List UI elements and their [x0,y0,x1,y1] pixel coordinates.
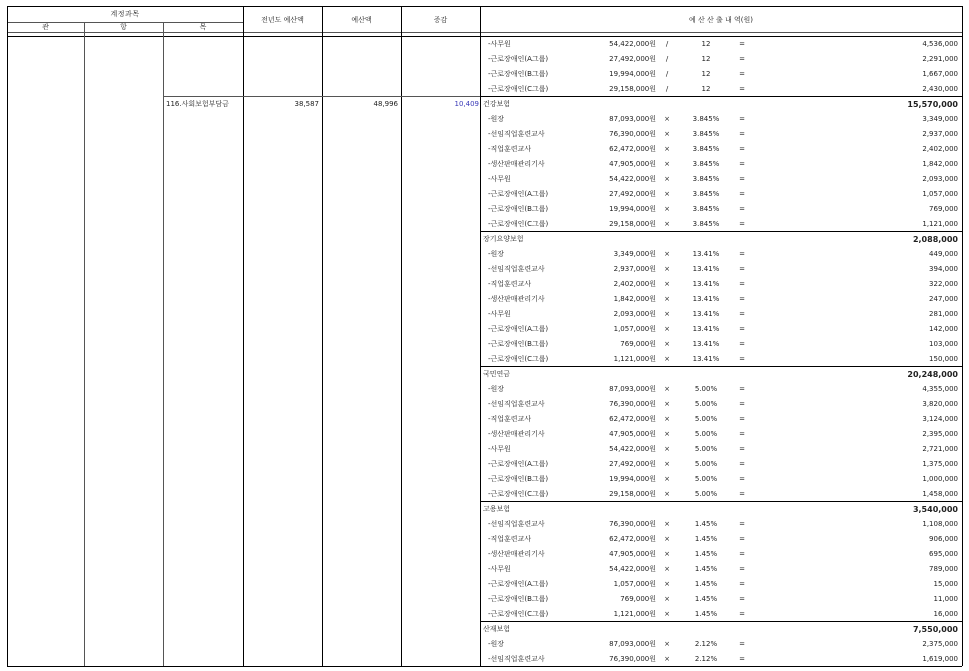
row-operator: / [665,55,669,63]
detail-row [482,352,962,367]
row-operator: × [664,655,670,663]
row-result: 3,349,000 [922,115,958,123]
section-header [482,502,962,517]
row-result: 16,000 [933,610,958,618]
row-equals: = [739,130,745,138]
detail-row [482,487,962,502]
row-label: -선임직업훈련교사 [488,520,545,528]
detail-row [482,262,962,277]
row-operator: × [664,325,670,333]
row-result: 2,395,000 [922,430,958,438]
row-factor: 2.12% [694,640,718,648]
row-operator: × [664,385,670,393]
header-detail: 예 산 산 출 내 역(원) [689,16,753,24]
header-prev-budget: 전년도 예산액 [261,16,304,24]
row-result: 2,375,000 [922,640,958,648]
row-amount: 27,492,000원 [609,460,656,468]
row-factor: 5.00% [694,460,718,468]
row-equals: = [739,265,745,273]
row-equals: = [739,85,745,93]
section-divider [480,621,962,622]
section-header [482,367,962,382]
section-divider [480,501,962,502]
row-equals: = [739,340,745,348]
row-operator: × [664,475,670,483]
row-operator: × [664,190,670,198]
row-result: 1,842,000 [922,160,958,168]
row-operator: × [664,295,670,303]
row-factor: 1.45% [694,520,718,528]
row-equals: = [739,115,745,123]
detail-row [482,607,962,622]
row-amount: 47,905,000원 [609,550,656,558]
detail-row [482,652,962,667]
row-label: -근로장애인(B그룹) [488,595,549,603]
row-amount: 1,057,000원 [613,580,656,588]
section-total: 15,570,000 [907,100,958,109]
row-result: 769,000 [929,205,958,213]
row-equals: = [739,385,745,393]
row-equals: = [739,55,745,63]
row-factor: 1.45% [694,550,718,558]
row-label: -근로장애인(A그룹) [488,460,549,468]
row-equals: = [739,295,745,303]
detail-row [482,577,962,592]
row-label: -직업훈련교사 [488,280,532,288]
row-factor: 3.845% [692,205,720,213]
row-factor: 1.45% [694,610,718,618]
row-equals: = [739,445,745,453]
row-operator: × [664,460,670,468]
row-factor: 3.845% [692,220,720,228]
row-amount: 1,842,000원 [613,295,656,303]
row-amount: 29,158,000원 [609,220,656,228]
row-amount: 76,390,000원 [609,655,656,663]
detail-row [482,412,962,427]
row-equals: = [739,475,745,483]
row-label: -근로장애인(C그룹) [488,610,549,618]
row-label: -원장 [488,250,505,258]
row-label: -생산판매관리기사 [488,160,545,168]
row-operator: × [664,355,670,363]
row-amount: 1,121,000원 [613,610,656,618]
row-amount: 19,994,000원 [609,70,656,78]
row-result: 281,000 [929,310,958,318]
row-operator: × [664,310,670,318]
row-label: -사무원 [488,310,511,318]
detail-row [482,247,962,262]
row-operator: × [664,415,670,423]
row-result: 3,820,000 [922,400,958,408]
row-operator: × [664,550,670,558]
row-result: 2,721,000 [922,445,958,453]
row-operator: × [664,205,670,213]
row-result: 247,000 [929,295,958,303]
row-result: 103,000 [929,340,958,348]
row-amount: 2,093,000원 [613,310,656,318]
row-equals: = [739,490,745,498]
row-label: -생산판매관리기사 [488,295,545,303]
row-label: -선임직업훈련교사 [488,265,545,273]
row-equals: = [739,400,745,408]
detail-row [482,127,962,142]
row-amount: 87,093,000원 [609,385,656,393]
row-factor: 1.45% [694,535,718,543]
row-amount: 1,121,000원 [613,355,656,363]
prev-budget-value: 38,587 [294,100,319,108]
row-label: -근로장애인(C그룹) [488,490,549,498]
row-operator: / [665,85,669,93]
row-amount: 29,158,000원 [609,85,656,93]
row-operator: × [664,160,670,168]
section-title: 국민연금 [483,370,511,378]
section-divider [480,366,962,367]
section-divider [480,96,962,97]
row-equals: = [739,190,745,198]
row-equals: = [739,220,745,228]
row-amount: 2,937,000원 [613,265,656,273]
row-amount: 27,492,000원 [609,190,656,198]
detail-row [482,187,962,202]
detail-row [482,157,962,172]
row-equals: = [739,40,745,48]
detail-row [482,172,962,187]
row-operator: × [664,535,670,543]
row-label: -근로장애인(A그룹) [488,325,549,333]
row-factor: 3.845% [692,190,720,198]
row-label: -근로장애인(C그룹) [488,85,549,93]
row-result: 322,000 [929,280,958,288]
row-operator: × [664,520,670,528]
row-amount: 54,422,000원 [609,445,656,453]
detail-row [482,547,962,562]
row-factor: 5.00% [694,400,718,408]
row-factor: 3.845% [692,160,720,168]
row-amount: 54,422,000원 [609,565,656,573]
row-label: -생산판매관리기사 [488,430,545,438]
header-account-group: 계정과목 [110,10,140,18]
row-operator: / [665,40,669,48]
row-factor: 13.41% [692,295,720,303]
row-equals: = [739,310,745,318]
row-label: -근로장애인(B그룹) [488,340,549,348]
row-equals: = [739,550,745,558]
header-budget: 예산액 [351,16,372,24]
header-mok: 목 [199,23,207,31]
detail-row [482,217,962,232]
row-result: 1,057,000 [922,190,958,198]
row-result: 3,124,000 [922,415,958,423]
row-label: -직업훈련교사 [488,415,532,423]
row-operator: × [664,130,670,138]
detail-row [482,322,962,337]
row-operator: × [664,595,670,603]
row-equals: = [739,280,745,288]
row-result: 11,000 [933,595,958,603]
row-amount: 87,093,000원 [609,115,656,123]
row-result: 15,000 [933,580,958,588]
detail-row [482,82,962,97]
row-factor: 12 [701,85,711,93]
detail-row [482,292,962,307]
row-equals: = [739,640,745,648]
section-total: 20,248,000 [907,370,958,379]
row-label: -원장 [488,385,505,393]
section-total: 3,540,000 [912,505,958,514]
header-gwan: 관 [42,23,49,31]
row-result: 394,000 [929,265,958,273]
row-result: 2,402,000 [922,145,958,153]
row-equals: = [739,520,745,528]
row-operator: × [664,250,670,258]
row-label: -근로장애인(A그룹) [488,190,549,198]
row-equals: = [739,145,745,153]
row-equals: = [739,595,745,603]
row-label: -직업훈련교사 [488,145,532,153]
row-label: -직업훈련교사 [488,535,532,543]
row-factor: 3.845% [692,115,720,123]
row-factor: 5.00% [694,385,718,393]
row-factor: 3.845% [692,130,720,138]
section-total: 7,550,000 [912,625,958,634]
row-equals: = [739,325,745,333]
row-factor: 3.845% [692,175,720,183]
detail-row [482,307,962,322]
row-factor: 5.00% [694,430,718,438]
row-result: 4,355,000 [922,385,958,393]
row-label: -근로장애인(B그룹) [488,70,549,78]
row-operator: × [664,400,670,408]
row-operator: × [664,145,670,153]
row-result: 449,000 [929,250,958,258]
row-label: -사무원 [488,40,511,48]
row-label: -근로장애인(A그룹) [488,55,549,63]
detail-row [482,517,962,532]
row-amount: 29,158,000원 [609,490,656,498]
row-label: -사무원 [488,175,511,183]
detail-row [482,532,962,547]
row-amount: 76,390,000원 [609,400,656,408]
row-operator: × [664,490,670,498]
row-result: 1,375,000 [922,460,958,468]
row-result: 1,458,000 [922,490,958,498]
row-factor: 13.41% [692,340,720,348]
section-total: 2,088,000 [912,235,958,244]
row-factor: 1.45% [694,580,718,588]
row-equals: = [739,250,745,258]
row-amount: 87,093,000원 [609,640,656,648]
row-equals: = [739,580,745,588]
row-factor: 12 [701,70,711,78]
detail-row [482,202,962,217]
row-result: 4,536,000 [922,40,958,48]
section-title: 건강보험 [483,100,511,108]
detail-row [482,397,962,412]
row-operator: × [664,340,670,348]
row-equals: = [739,565,745,573]
row-result: 2,093,000 [922,175,958,183]
row-equals: = [739,430,745,438]
row-factor: 13.41% [692,355,720,363]
section-header [482,232,962,247]
row-amount: 2,402,000원 [613,280,656,288]
detail-row [482,277,962,292]
row-operator: / [665,70,669,78]
row-amount: 76,390,000원 [609,130,656,138]
row-operator: × [664,445,670,453]
detail-row [482,337,962,352]
row-equals: = [739,610,745,618]
detail-row [482,472,962,487]
row-operator: × [664,580,670,588]
row-factor: 5.00% [694,490,718,498]
row-label: -선임직업훈련교사 [488,655,545,663]
row-label: -선임직업훈련교사 [488,400,545,408]
row-label: -근로장애인(B그룹) [488,205,549,213]
row-factor: 12 [701,55,711,63]
section-divider [480,231,962,232]
section-title: 산재보험 [483,625,511,633]
row-result: 2,937,000 [922,130,958,138]
row-amount: 62,472,000원 [609,415,656,423]
row-operator: × [664,565,670,573]
row-factor: 5.00% [694,475,718,483]
row-operator: × [664,430,670,438]
row-result: 1,619,000 [922,655,958,663]
row-factor: 13.41% [692,265,720,273]
row-label: -사무원 [488,445,511,453]
row-label: -근로장애인(C그룹) [488,355,549,363]
row-operator: × [664,280,670,288]
detail-row [482,562,962,577]
detail-row [482,427,962,442]
detail-row [482,52,962,67]
section-header [482,622,962,637]
row-amount: 54,422,000원 [609,175,656,183]
detail-row [482,382,962,397]
row-amount: 62,472,000원 [609,535,656,543]
row-factor: 3.845% [692,145,720,153]
row-factor: 13.41% [692,325,720,333]
row-amount: 54,422,000원 [609,40,656,48]
row-label: -근로장애인(A그룹) [488,580,549,588]
row-label: -근로장애인(C그룹) [488,220,549,228]
row-label: -선임직업훈련교사 [488,130,545,138]
row-amount: 19,994,000원 [609,475,656,483]
detail-row [482,142,962,157]
row-result: 2,291,000 [922,55,958,63]
row-amount: 47,905,000원 [609,160,656,168]
row-result: 150,000 [929,355,958,363]
row-factor: 5.00% [694,415,718,423]
row-equals: = [739,160,745,168]
row-result: 906,000 [929,535,958,543]
row-amount: 3,349,000원 [613,250,656,258]
row-amount: 769,000원 [620,595,656,603]
header-hang: 항 [120,23,127,31]
row-result: 1,667,000 [922,70,958,78]
row-operator: × [664,610,670,618]
row-factor: 13.41% [692,310,720,318]
row-equals: = [739,655,745,663]
row-operator: × [664,115,670,123]
row-result: 142,000 [929,325,958,333]
row-result: 1,108,000 [922,520,958,528]
row-factor: 13.41% [692,250,720,258]
section-header [482,97,962,112]
section-title: 고용보험 [483,505,511,513]
detail-row [482,637,962,652]
mok-name: 116.사회보험부담금 [166,100,229,108]
row-label: -사무원 [488,565,511,573]
row-amount: 76,390,000원 [609,520,656,528]
row-factor: 13.41% [692,280,720,288]
row-equals: = [739,460,745,468]
row-factor: 5.00% [694,445,718,453]
row-operator: × [664,265,670,273]
row-result: 2,430,000 [922,85,958,93]
row-factor: 2.12% [694,655,718,663]
detail-row [482,592,962,607]
change-value: 10,409 [454,100,479,108]
row-factor: 1.45% [694,565,718,573]
detail-row [482,67,962,82]
row-result: 1,121,000 [922,220,958,228]
row-equals: = [739,415,745,423]
row-amount: 19,994,000원 [609,205,656,213]
row-operator: × [664,220,670,228]
detail-row [482,457,962,472]
row-operator: × [664,640,670,648]
row-operator: × [664,175,670,183]
row-amount: 769,000원 [620,340,656,348]
detail-row [482,112,962,127]
row-amount: 1,057,000원 [613,325,656,333]
row-amount: 62,472,000원 [609,145,656,153]
row-amount: 47,905,000원 [609,430,656,438]
detail-row [482,442,962,457]
row-label: -원장 [488,640,505,648]
row-label: -원장 [488,115,505,123]
row-label: -근로장애인(B그룹) [488,475,549,483]
row-factor: 12 [701,40,711,48]
row-equals: = [739,175,745,183]
detail-row [482,37,962,52]
header-change: 증감 [433,16,448,24]
section-title: 장기요양보험 [483,235,524,243]
row-result: 695,000 [929,550,958,558]
row-label: -생산판매관리기사 [488,550,545,558]
row-result: 1,000,000 [922,475,958,483]
row-equals: = [739,355,745,363]
row-equals: = [739,70,745,78]
row-equals: = [739,535,745,543]
row-result: 789,000 [929,565,958,573]
row-factor: 1.45% [694,595,718,603]
budget-value: 48,996 [373,100,398,108]
row-equals: = [739,205,745,213]
row-amount: 27,492,000원 [609,55,656,63]
